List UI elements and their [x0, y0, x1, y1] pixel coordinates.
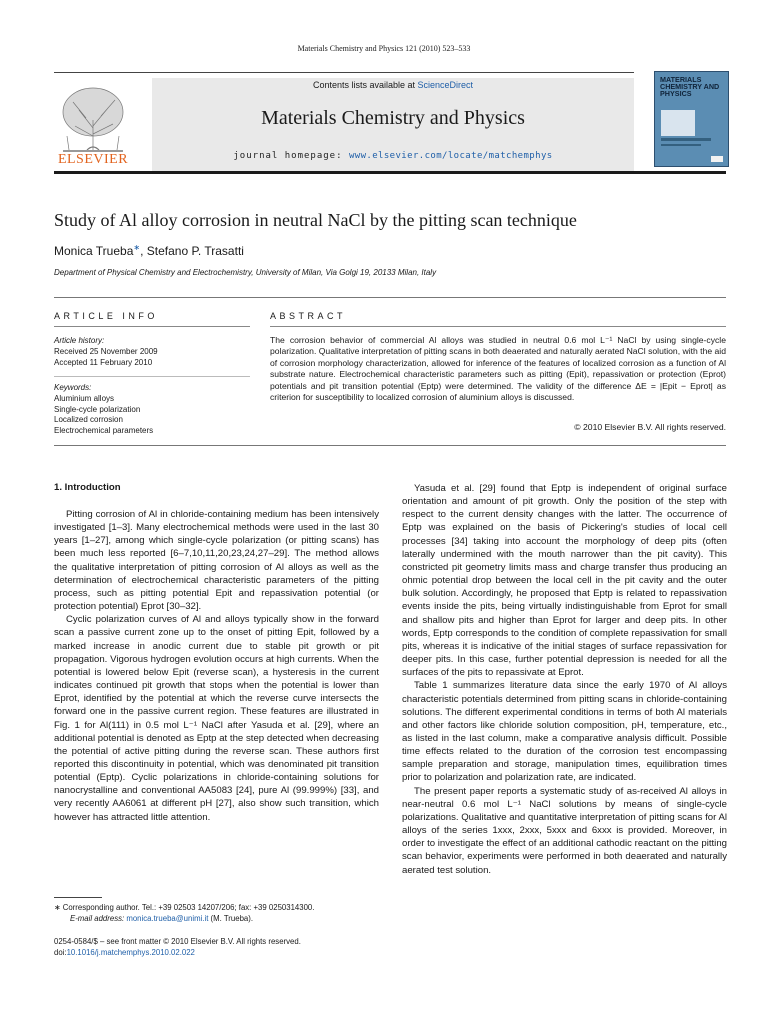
abstract-heading: ABSTRACT: [270, 311, 347, 321]
homepage-link[interactable]: www.elsevier.com/locate/matchemphys: [348, 151, 553, 161]
doi-line: [54, 948, 454, 959]
history-label: Article history:: [54, 336, 105, 345]
paragraph: Table 1 summarizes literature data since the early 1970 of Al alloys characteristic potentials determined from pitting scans in chloride-containing solutions. The different experimental conditions in terms of both Al materials and other factors like chloride solution composition, pH, temperature, etc., as listed in the last column, make a comparative analysis difficult. Possible time effects related to the duration of the corrosion test encompassing sample preparation and storage, manipulation times, equilibration times prior to polarization and polarization rate, are indicated.: [402, 680, 727, 784]
masthead-rule: [54, 171, 726, 174]
corresponding-mark[interactable]: ∗: [133, 243, 141, 252]
paragraph: Pitting corrosion of Al in chloride-containing medium has been intensively investigated [1–3]. Many electrochemical methods were used in the last 30 years [1–27], among which single-cycle polarization (or pitting scans) has been much less reported [6–7,10,11,20,23,24,27–29]. The method allows the qualitative interpretation of pitting corrosion of Al alloys as well as the determination of electrochemical characteristic parameters of the pitting process, such as pitting potential Epit and repassivation potential (or protection potential) Eprot [30–32].: [54, 509, 379, 613]
elsevier-wordmark: ELSEVIER: [57, 152, 129, 167]
corresponding-author-note: ∗ Corresponding author. Tel.: +39 02503 14207/206; fax: +39 0250314300.: [54, 903, 315, 912]
abstract-end-rule: [54, 445, 726, 446]
body-right-column: [402, 482, 727, 877]
cover-title: MATERIALS CHEMISTRY AND PHYSICS: [660, 75, 720, 98]
author-name[interactable]: Monica Trueba: [54, 244, 134, 258]
email-suffix: (M. Trueba).: [208, 913, 254, 923]
article-history: [54, 336, 250, 368]
accepted-date: Accepted 11 February 2010: [54, 357, 153, 367]
abstract-text: The corrosion behavior of commercial Al alloys was studied in neutral 0.6 mol L⁻¹ NaCl by using single-cycle polarization. Qualitative interpretation of pitting scans in both deaerated and naturally aerated NaCl solution, with the aid of corrosion morphology characterization, allowed for inference of the features of localized corrosion as a function of Al substrate nature. Electrochemical characteristic parameters such as pitting (Epit), repassivation or protection (Eprot) potentials and pit transition potential (Eptp) were determined. The validity of the difference ΔE = |Epit − Eprot| as criterion for susceptibility to localized corrosion of aluminium alloys is discussed.: [270, 335, 726, 403]
author-name[interactable]: Stefano P. Trasatti: [146, 244, 244, 258]
journal-title: Materials Chemistry and Physics: [261, 107, 525, 129]
paragraph: The present paper reports a systematic study of as-received Al alloys in near-neutral 0.6 mol L⁻¹ NaCl solutions by means of single-cycle polarizations. Qualitative and quantitative interpretation of pitting scans for Al alloys of the series 1xxx, 2xxx, 5xxx and 6xxx is provided. Moreover, in order to investigate the effect of an additional cathodic reactant on the pitting scan behavior, experiments were performed in both deaerated and naturally aerated test solution.: [402, 785, 727, 876]
email-label: E-mail address:: [70, 913, 127, 923]
article-info-rule: [54, 326, 250, 327]
footnote: [54, 903, 384, 924]
keywords-label: Keywords:: [54, 383, 92, 392]
affiliation: Department of Physical Chemistry and Electrochemistry, University of Milan, Via Golgi 19, 20133 Milan, Italy: [54, 268, 437, 277]
paper-title: Study of Al alloy corrosion in neutral NaCl by the pitting scan technique: [54, 210, 577, 230]
section-title: 1. Introduction: [54, 482, 121, 493]
footnote-rule: [54, 897, 102, 898]
body-left-column: [54, 508, 379, 824]
abstract-rule: [270, 326, 726, 327]
front-matter: [54, 937, 454, 958]
abstract-copyright: © 2010 Elsevier B.V. All rights reserved.: [574, 422, 726, 432]
doi-link[interactable]: 10.1016/j.matchemphys.2010.02.022: [66, 947, 195, 957]
front-matter-line: 0254-0584/$ – see front matter © 2010 Elsevier B.V. All rights reserved.: [54, 937, 301, 946]
keyword: Electrochemical parameters: [54, 426, 154, 436]
keyword: Aluminium alloys: [54, 393, 115, 403]
email-note: [54, 914, 384, 925]
article-info-heading: ARTICLE INFO: [54, 311, 158, 321]
keywords-block: [54, 383, 250, 437]
keyword: Single-cycle polarization: [54, 404, 141, 414]
keyword: Localized corrosion: [54, 415, 123, 425]
header-rule: [54, 72, 634, 73]
keywords-rule: [54, 376, 250, 377]
homepage-prefix: journal homepage:: [233, 151, 349, 161]
contents-prefix: Contents lists available at: [312, 80, 418, 90]
received-date: Received 25 November 2009: [54, 346, 158, 356]
paragraph: Yasuda et al. [29] found that Eptp is independent of original surface orientation and amount of pit growth. Only the position of the step with respect to the current density changes with the latter. The occurrence of Eptp was explained on the basis of Pickering's studies of local cell processes [34] taking into account the morphology of deep pits (often laterally undermined with the mouth narrower than the pit cavity). This constricted pit geometry limits mass and charge transfer thus producing an ohmic potential drop between the local cell in the pit cavity and the outer bulk solution. Accordingly, he proposed that Eptp is related to repassivation events inside the pits, being virtually indistinguishable from Eprot for small and shallow pits and higher than Eprot for larger and deep pits. In other words, Eptp corresponds to the condition of complete repassivation for small pits, whereas it is indicative of the initial stages of surface repassivation for deeper pits. In this case, further potential depression is needed for all the surfaces of the pits to repassivate at Eprot.: [402, 483, 727, 679]
author-list: [54, 243, 244, 258]
email-link[interactable]: monica.trueba@unimi.it: [126, 913, 209, 923]
paragraph: Cyclic polarization curves of Al and alloys typically show in the forward scan a passive current zone up to the onset of pitting Epit, followed by a marked increase in anodic current due to stable pit growth or pit propagation. Vigorous hydrogen evolution occurs at high currents. When the potential is lowered below Epit (reverse scan), a hysteresis in the current indicates continued pit growth that stops when the potential is lower than Eprot, identified by the potential at which the reverse curve intersects the forward one in the passive current region. These features are illustrated in Fig. 1 for Al(111) in 0.5 mol L⁻¹ NaCl after Yasuda et al. [29], where an additional potential is denoted as Eptp at the step detected when decreasing the potential of active pitting during the reverse scan. These authors first reported this discontinuity in potential, which was denominated pit transition potential (Eptp). Cyclic polarizations in chloride-containing solutions for nanocrystalline and conventional AA5083 [24], pure Al (99.999%) [33], and very recently AA6061 at different pH [27], also show such transition, which however has attracted little attention.: [54, 614, 379, 823]
doi-label: doi:: [54, 947, 67, 957]
sciencedirect-link[interactable]: ScienceDirect: [417, 80, 474, 90]
author-separator: ,: [140, 244, 147, 258]
title-rule: [54, 297, 726, 298]
journal-homepage: [152, 151, 634, 161]
contents-line: [152, 80, 634, 90]
journal-reference: Materials Chemistry and Physics 121 (2010) 523–533: [297, 44, 471, 53]
